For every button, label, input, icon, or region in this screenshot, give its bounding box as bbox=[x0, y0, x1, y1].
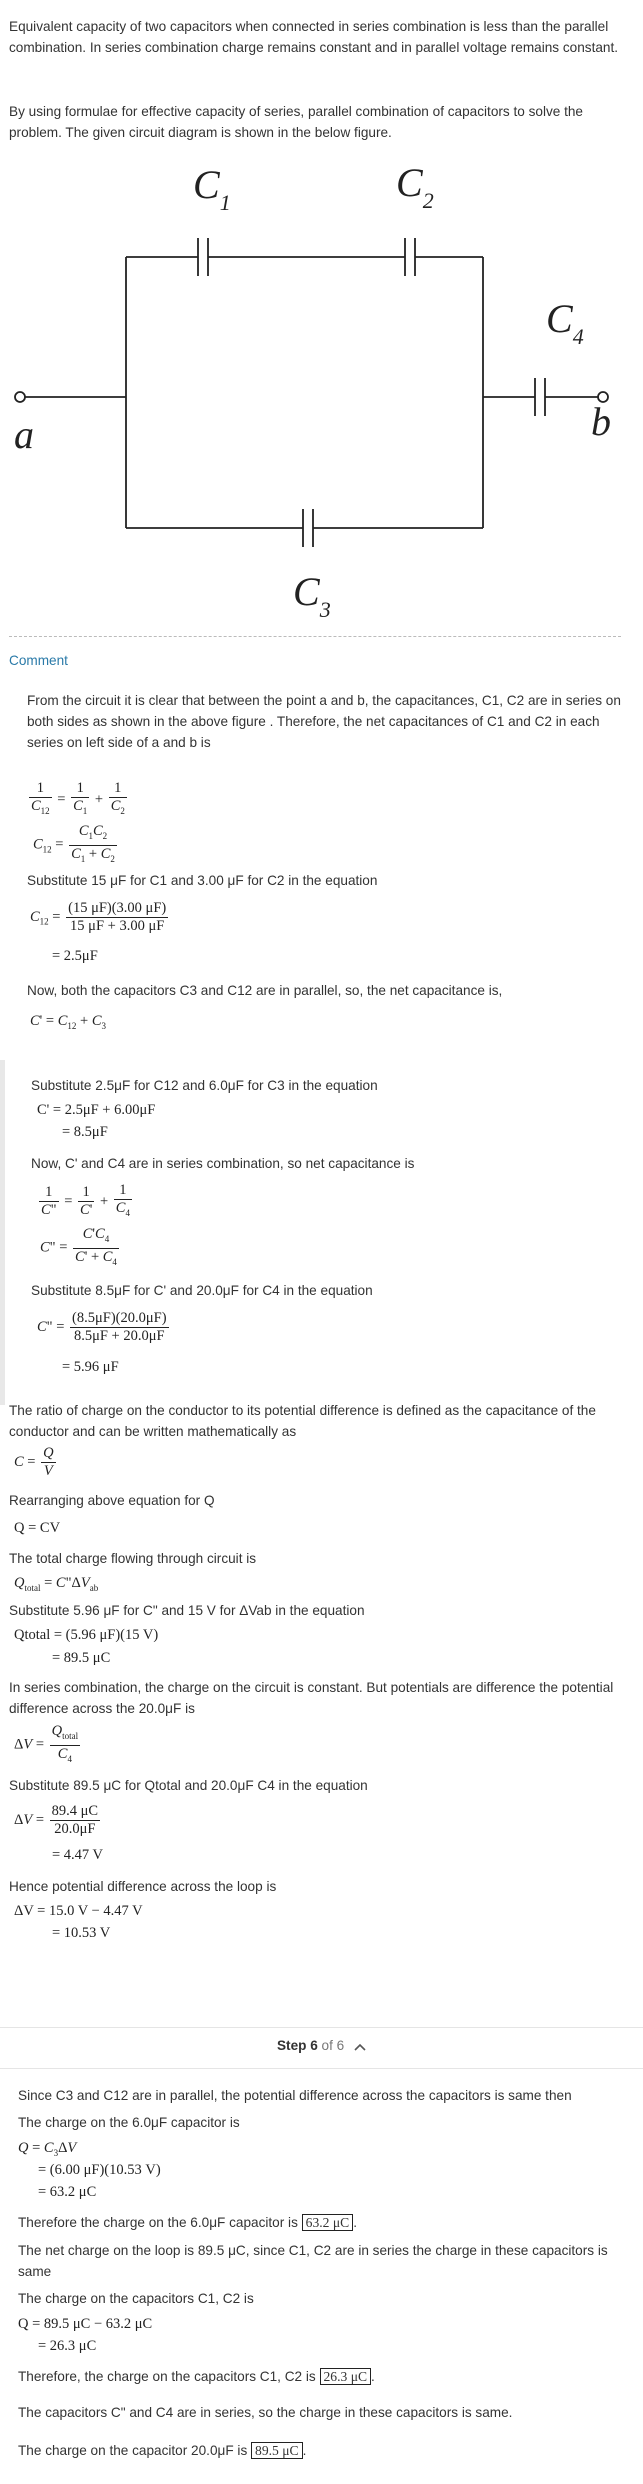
label-b: b bbox=[591, 399, 611, 444]
chevron-up-icon[interactable] bbox=[354, 2039, 366, 2054]
eq-q12-1: Q = 89.5 μC − 63.2 μC bbox=[18, 2316, 153, 2332]
text-capacitance-definition: The ratio of charge on the conductor to its potential difference is defined as the capacitance of the conductor and can be written mathematically as bbox=[9, 1403, 596, 1439]
eq-c12-reciprocal: $\frac{1}{C_{12}}$ = $\frac{1}{C_1}$ + $\frac{1}{C_2}$ bbox=[31, 780, 125, 816]
eq-cdouble-result: = 5.96 μF bbox=[62, 1359, 119, 1375]
text-substitute-1: Substitute 15 μF for C1 and 3.00 μF for C2 in the equation bbox=[27, 873, 378, 888]
text-series-constant: In series combination, the charge on the circuit is constant. But potentials are difference the potential difference across the 20.0μF is bbox=[9, 1680, 614, 1716]
text-substitute-2: Substitute 2.5μF for C12 and 6.0μF for C3 in the equation bbox=[31, 1078, 378, 1093]
text-step6-5: The charge on the capacitors C1, C2 is bbox=[18, 2291, 254, 2306]
step-header[interactable] bbox=[0, 2038, 643, 2054]
label-a: a bbox=[14, 412, 34, 457]
intro-paragraph-2: By using formulae for effective capacity of series, parallel combination of capacitors to solve the problem. The given circuit diagram is shown in the below figure. bbox=[9, 104, 583, 140]
text-loop: Hence potential difference across the loop is bbox=[9, 1879, 277, 1894]
text-step6-1: Since C3 and C12 are in parallel, the potential difference across the capacitors is same then bbox=[18, 2088, 572, 2103]
eq-loop-2: = 10.53 V bbox=[52, 1925, 111, 1941]
eq-dv-1: ΔV = $\frac{89.4 \mu C}{20.0\mu F}$ bbox=[14, 1803, 99, 1837]
eq-qtotal-1: Qtotal = (5.96 μF)(15 V) bbox=[14, 1627, 159, 1643]
text-substitute-4: Substitute 5.96 μF for C" and 15 V for ΔVab in the equation bbox=[9, 1603, 365, 1618]
eq-q6-1: $Q = C_3\Delta V$ bbox=[18, 2140, 77, 2158]
text-series-intro: From the circuit it is clear that between the point a and b, the capacitances, C1, C2 are in series on both sides as shown in the above figure . Therefore, the net capacitances of C1 and C2 in each series on left side of a and b is bbox=[27, 693, 621, 750]
eq-cdouble-sub: C" = $\frac{(8.5\mu F)(20.0\mu F)}{8.5\mu F + 20.0\mu F}$ bbox=[37, 1310, 167, 1344]
eq-cdouble-reciprocal: $\frac{1}{C"}$ = $\frac{1}{C'}$ + $\frac{1}{C_4}$ bbox=[41, 1182, 130, 1219]
text-series-2: Now, C' and C4 are in series combination, so net capacitance is bbox=[31, 1156, 415, 1171]
eq-dv-2: = 4.47 V bbox=[52, 1847, 104, 1863]
eq-cprime: $C' = C_{12} + C_3$ bbox=[30, 1013, 106, 1031]
eq-cprime-1: C' = 2.5μF + 6.00μF bbox=[37, 1102, 156, 1118]
text-step6-4: The net charge on the loop is 89.5 μC, since C1, C2 are in series the charge in these capacitors is same bbox=[18, 2243, 608, 2279]
divider bbox=[9, 636, 621, 637]
answer-box-3: 89.5 μC bbox=[251, 2442, 303, 2459]
step-of: of 6 bbox=[321, 2038, 345, 2053]
eq-c12-product: $C_{12}$ = $\frac{C_1C_2}{C_1 + C_2}$ bbox=[33, 823, 115, 864]
label-c4: $C_4$ bbox=[546, 296, 584, 349]
comment-link[interactable]: Comment bbox=[9, 653, 68, 668]
eq-c-qv: C = $\frac{Q}{V}$ bbox=[14, 1445, 54, 1479]
eq-q6-3: = 63.2 μC bbox=[38, 2184, 97, 2200]
text-rearrange: Rearranging above equation for Q bbox=[9, 1493, 215, 1508]
eq-cdouble-product: C" = $\frac{C'C_4}{C' + C_4}$ bbox=[40, 1226, 117, 1267]
eq-q12-2: = 26.3 μC bbox=[38, 2338, 97, 2354]
circuit-diagram bbox=[0, 160, 643, 630]
text-step6-8: The charge on the capacitor 20.0μF is 89.5 μC . bbox=[18, 2443, 307, 2458]
text-substitute-5: Substitute 89.5 μC for Qtotal and 20.0μF C4 in the equation bbox=[9, 1778, 368, 1793]
text-parallel: Now, both the capacitors C3 and C12 are in parallel, so, the net capacitance is, bbox=[27, 983, 503, 998]
eq-cprime-2: = 8.5μF bbox=[62, 1124, 108, 1140]
eq-q6-2: = (6.00 μF)(10.53 V) bbox=[38, 2162, 161, 2178]
answer-box-2: 26.3 μC bbox=[320, 2368, 372, 2385]
label-c1: $C_1$ bbox=[193, 162, 231, 215]
section-left-bar bbox=[0, 1060, 5, 1405]
text-total-charge: The total charge flowing through circuit is bbox=[9, 1551, 257, 1566]
text-step6-6: Therefore, the charge on the capacitors C1, C2 is 26.3 μC . bbox=[18, 2369, 375, 2384]
text-step6-2: The charge on the 6.0μF capacitor is bbox=[18, 2115, 240, 2130]
answer-box-1: 63.2 μC bbox=[302, 2214, 354, 2231]
eq-sub1-result: = 2.5μF bbox=[52, 948, 98, 964]
text-substitute-3: Substitute 8.5μF for C' and 20.0μF for C4 in the equation bbox=[31, 1283, 373, 1298]
eq-qtotal-2: = 89.5 μC bbox=[52, 1650, 111, 1666]
eq-dv: ΔV = $\frac{Q_{total}}{C_4}$ bbox=[14, 1723, 79, 1764]
eq-sub1: $C_{12}$ = $\frac{(15 \mu F)(3.00 \mu F)}{15 \mu F + 3.00 \mu F}$ bbox=[30, 900, 167, 934]
eq-q-cv: Q = CV bbox=[14, 1520, 61, 1536]
intro-paragraph-1: Equivalent capacity of two capacitors when connected in series combination is less than the parallel combination. In series combination charge remains constant and in parallel voltage remains constant. bbox=[9, 19, 619, 55]
eq-loop-1: ΔV = 15.0 V − 4.47 V bbox=[14, 1903, 143, 1919]
text-step6-3: Therefore the charge on the 6.0μF capacitor is 63.2 μC . bbox=[18, 2215, 357, 2230]
label-c3: $C_3$ bbox=[293, 569, 331, 622]
text-step6-7: The capacitors C" and C4 are in series, so the charge in these capacitors is same. bbox=[18, 2405, 513, 2420]
step-label: Step 6 bbox=[276, 2038, 318, 2053]
label-c2: $C_2$ bbox=[396, 160, 434, 213]
eq-qtotal: $Q_{total}$ = $C"\Delta V_{ab}$ bbox=[14, 1575, 99, 1593]
